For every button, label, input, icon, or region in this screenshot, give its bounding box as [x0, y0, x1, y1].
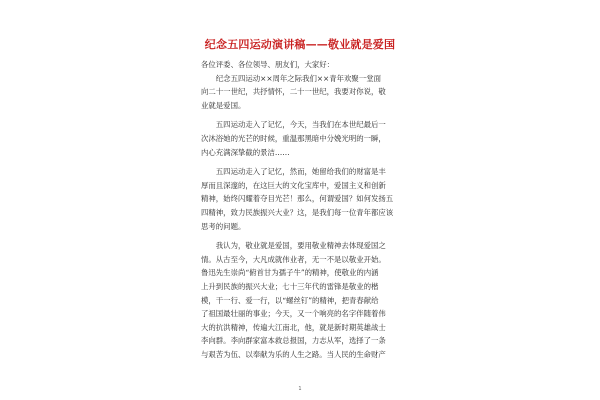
- text-line: 次沐浴她的光芒的时候，重温那黑暗中分娩光明的一瞬，: [201, 133, 386, 143]
- paragraph: [201, 239, 404, 361]
- text-line: 精神，始终闪耀着夺目光芒！那么，何谓爱国？如何发扬五: [201, 194, 394, 204]
- text-line: 业就是爱国。: [201, 100, 246, 110]
- paragraph: [201, 72, 404, 113]
- text-line: 鲁迅先生崇尚“俯首甘为孺子牛”的精神，使敬业的内涵: [201, 268, 379, 278]
- greeting-line: 各位评委、各位领导、朋友们，大家好：: [201, 60, 335, 69]
- text-line: 四精神，致力民族振兴大业？这，是我们每一位青年都应该: [201, 207, 394, 217]
- document-title: 纪念五四运动演讲稿——敬业就是爱国: [204, 38, 396, 51]
- text-line: 厚而且深邃的，在这巨大的文化宝库中，爱国主义和创新: [201, 180, 386, 190]
- text-line: 纪念五四运动××周年之际我们××青年欢聚一堂面: [201, 73, 381, 83]
- document-body: [201, 58, 404, 361]
- page-number: 1: [298, 386, 302, 392]
- text-line: 了祖国最壮丽的事业；今天，又一个响亮的名字伴随着伟: [201, 309, 386, 319]
- text-line: 模，干一行、爱一行，以“螺丝钉”的精神，把青春献给: [201, 295, 379, 305]
- paragraph: [201, 165, 404, 233]
- text-line: 与艰苦为伍、以奉献为乐的人生之路。当人民的生命财产: [201, 349, 386, 359]
- paragraph: [201, 118, 404, 159]
- text-line: 上升到民族的振兴大业；七十三年代的雷锋是敬业的楷: [201, 281, 379, 291]
- text-line: 内心充满深挚截的景洁……: [201, 147, 290, 157]
- text-line: 思考的问题。: [201, 221, 246, 231]
- text-line: 我认为，敬业就是爱国，要用敬业精神去体现爱国之: [201, 241, 386, 251]
- text-line: 五四运动走入了记忆，今天，当我们在本世纪最后一: [201, 120, 386, 130]
- text-line: 情。从古至今，大凡成就伟业者，无一不是以敬业开始。: [201, 254, 386, 264]
- text-line: 五四运动走入了记忆，然而，她留给我们的财富是丰: [201, 167, 386, 177]
- text-line: 向二十一世纪，共抒情怀，二十一世纪，我要对你说，敬: [201, 87, 386, 97]
- text-line: 李向群。李向群家富本救总报国，力志从军，选择了一条: [201, 336, 386, 346]
- text-line: 大的抗洪精神，传遍大江南北，他，就是新时期英雄战士: [201, 322, 386, 332]
